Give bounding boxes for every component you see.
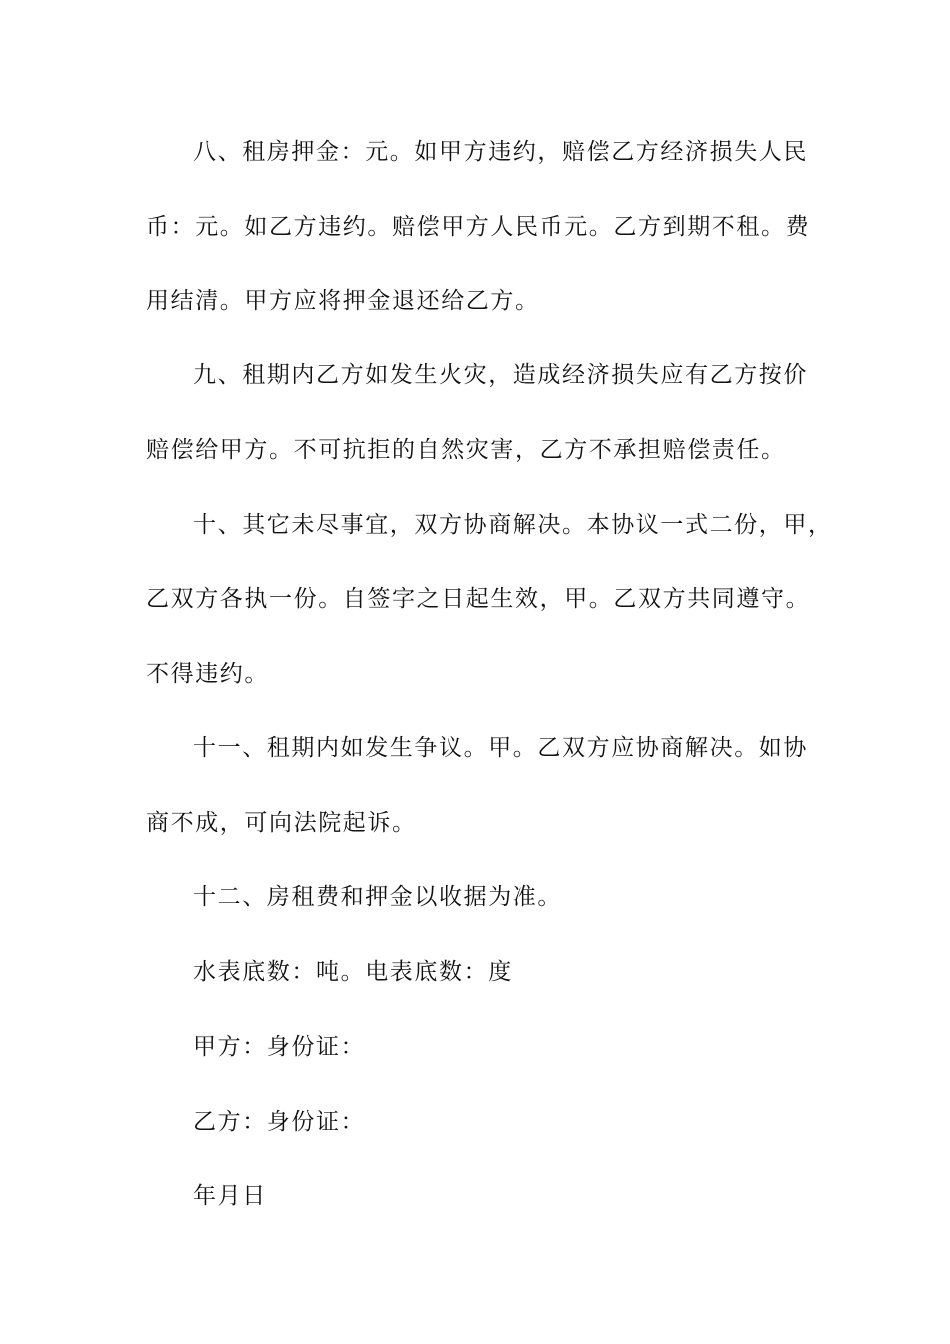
clause-11-line-2: 商不成，可向法院起诉。 — [146, 810, 417, 836]
clause-12-line: 十二、房租费和押金以收据为准。 — [193, 884, 562, 910]
clause-10-line-2: 乙双方各执一份。自签字之日起生效，甲。乙双方共同遵守。 — [146, 586, 811, 612]
meter-readings-line: 水表底数：吨。电表底数：度 — [193, 959, 513, 985]
date-line: 年月日 — [193, 1183, 267, 1209]
clause-10-line-3: 不得违约。 — [146, 661, 269, 687]
clause-8-line-2: 币：元。如乙方违约。赔偿甲方人民币元。乙方到期不租。费 — [146, 214, 811, 240]
clause-9-line-2: 赔偿给甲方。不可抗拒的自然灾害，乙方不承担赔偿责任。 — [146, 437, 786, 463]
clause-8-line-1: 八、租房押金：元。如甲方违约，赔偿乙方经济损失人民 — [193, 139, 808, 165]
party-b-signature-line: 乙方：身份证： — [193, 1109, 366, 1135]
party-a-signature-line: 甲方：身份证： — [193, 1034, 366, 1060]
clause-11-line-1: 十一、租期内如发生争议。甲。乙双方应协商解决。如协 — [193, 735, 808, 761]
clause-10-line-1: 十、其它未尽事宜，双方协商解决。本协议一式二份，甲， — [193, 512, 833, 538]
clause-9-line-1: 九、租期内乙方如发生火灾，造成经济损失应有乙方按价 — [193, 362, 808, 388]
clause-8-line-3: 用结清。甲方应将押金退还给乙方。 — [146, 288, 540, 314]
